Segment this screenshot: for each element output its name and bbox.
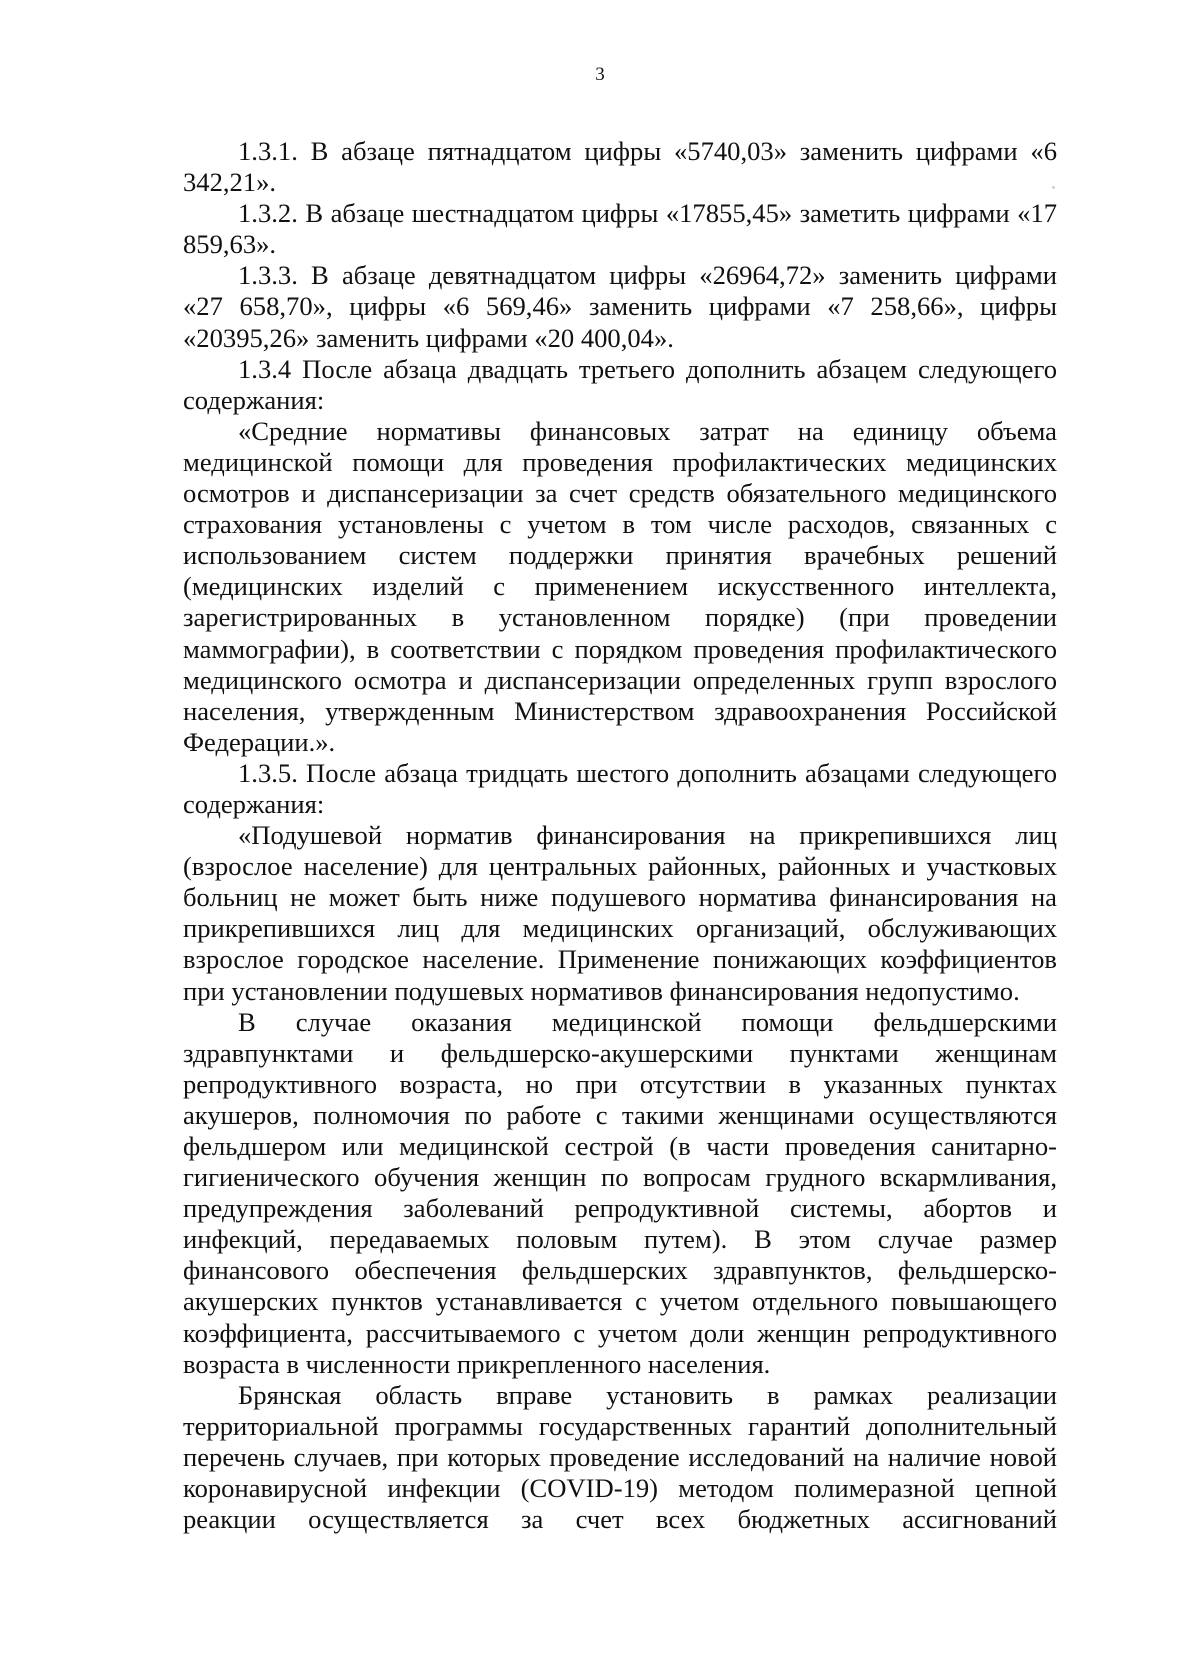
page-number: 3 (595, 64, 605, 85)
paragraph-1-3-2: 1.3.2. В абзаце шестнадцатом цифры «17855,45» заметить цифрами «17 859,63». (183, 198, 1057, 260)
quoted-paragraph-standards: «Средние нормативы финансовых затрат на единицу объема медицинской помощи для проведения профилактических медицинских осмотров и диспансеризации за счет средств обязательного медицинского страхования установлены с учетом в том числе расходов, связанных с использованием систем поддержки принятия врачебных решений (медицинских изделий с применением искусственного интеллекта, зарегистрированных в установленном порядке) (при проведении маммографии), в соответствии с порядком проведения профилактического медицинского осмотра и диспансеризации определенных групп взрослого населения, утвержденным Министерством здравоохранения Российской Федерации.». (183, 415, 1057, 757)
quoted-paragraph-per-capita: «Подушевой норматив финансирования на прикрепившихся лиц (взрослое население) для центральных районных, районных и участковых больниц не может быть ниже подушевого норматива финансирования на прикрепившихся лиц для медицинских организаций, обслуживающих взрослое городское население. Применение понижающих коэффициентов при установлении подушевых нормативов финансирования недопустимо. (183, 820, 1057, 1006)
paragraph-feldsher-stations: В случае оказания медицинской помощи фельдшерскими здравпунктами и фельдшерско-акушерскими пунктами женщинам репродуктивного возраста, но при отсутствии в указанных пунктах акушеров, полномочия по работе с такими женщинами осуществляются фельдшером или медицинской сестрой (в части проведения санитарно-гигиенического обучения женщин по вопросам грудного вскармливания, предупреждения заболеваний репродуктивной системы, абортов и инфекций, передаваемых половым путем). В этом случае размер финансового обеспечения фельдшерских здравпунктов, фельдшерско-акушерских пунктов устанавливается с учетом отдельного повышающего коэффициента, рассчитываемого с учетом доли женщин репродуктивного возраста в численности прикрепленного населения. (183, 1006, 1057, 1379)
paragraph-bryansk-region: Брянская область вправе установить в рамках реализации территориальной программы государственных гарантий дополнительный перечень случаев, при которых проведение исследований на наличие новой коронавирусной инфекции (COVID-19) методом полимеразной цепной реакции осуществляется за счет всех бюджетных ассигнований (183, 1379, 1057, 1535)
paragraph-1-3-5: 1.3.5. После абзаца тридцать шестого дополнить абзацами следующего содержания: (183, 757, 1057, 819)
paragraph-1-3-1: 1.3.1. В абзаце пятнадцатом цифры «5740,03» заменить цифрами «6 342,21». (183, 136, 1057, 198)
document-body (183, 136, 1057, 1535)
paragraph-1-3-4: 1.3.4 После абзаца двадцать третьего дополнить абзацем следующего содержания: (183, 353, 1057, 415)
paragraph-1-3-3: 1.3.3. В абзаце девятнадцатом цифры «26964,72» заменить цифрами «27 658,70», цифры «6 569,46» заменить цифрами «7 258,66», цифры «20395,26» заменить цифрами «20 400,04». (183, 260, 1057, 353)
